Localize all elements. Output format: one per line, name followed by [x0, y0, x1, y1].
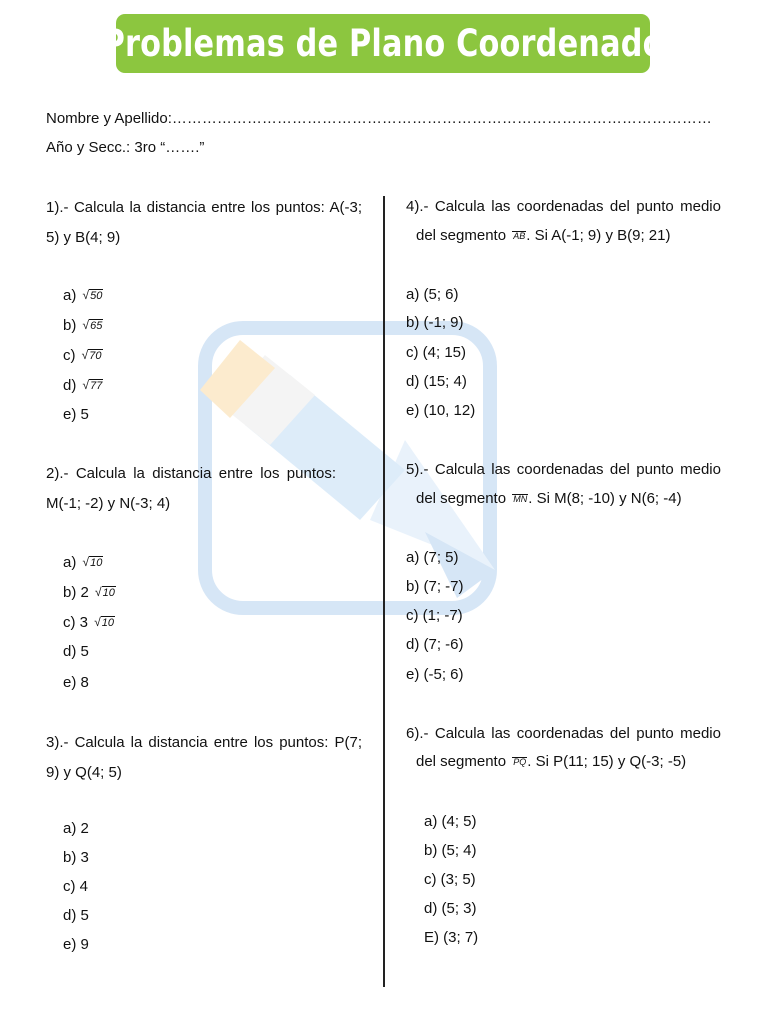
q1-option-c: c) √70 — [63, 347, 102, 364]
q1-option-b: b) √65 — [63, 317, 103, 334]
question-6-line-1: 6).- Calcula las coordenadas del punto medio — [406, 725, 721, 742]
q2-option-c: c) 3 √10 — [63, 614, 115, 631]
sqrt-icon: √10 — [94, 615, 115, 629]
sqrt-icon: √10 — [82, 555, 103, 569]
question-5-line-1: 5).- Calcula las coordenadas del punto medio — [406, 461, 721, 478]
q5-option-c: c) (1; -7) — [406, 607, 463, 624]
q5-option-d: d) (7; -6) — [406, 636, 464, 653]
q2-option-a: a) √10 — [63, 554, 103, 571]
q3-option-b: b) 3 — [63, 849, 89, 866]
question-1-text: 1).- Calcula la distancia entre los puntos: A(-3; 5) y B(4; 9) — [46, 199, 362, 246]
question-4-line-2: del segmento AB. Si A(-1; 9) y B(9; 21) — [416, 227, 671, 244]
question-2 — [46, 459, 336, 519]
q4-option-c: c) (4; 15) — [406, 344, 467, 361]
q2-option-b: b) 2 √10 — [63, 584, 115, 601]
segment-notation: AB — [513, 231, 526, 241]
q1-option-a: a) √50 — [63, 287, 103, 304]
q5-option-a: a) (7; 5) — [406, 549, 459, 566]
q4-option-d: d) (15; 4) — [406, 373, 467, 390]
q5-option-e: e) (-5; 6) — [406, 666, 464, 683]
title-banner — [102, 14, 664, 73]
question-3 — [46, 728, 362, 788]
q3-option-c: c) 4 — [63, 878, 89, 895]
sqrt-icon: √77 — [82, 378, 103, 392]
q2-option-e: e) 8 — [63, 674, 89, 691]
q1-option-e: e) 5 — [63, 406, 89, 423]
q4-option-e: e) (10, 12) — [406, 402, 476, 419]
name-field-line: Nombre y Apellido:……………………………………………………………………………………………… — [46, 110, 712, 127]
q1-option-d: d) √77 — [63, 377, 103, 394]
question-4-line-1: 4).- Calcula las coordenadas del punto medio — [406, 198, 721, 215]
q2-option-d: d) 5 — [63, 643, 89, 660]
sqrt-icon: √70 — [81, 348, 102, 362]
section-field-line: Año y Secc.: 3ro “…….” — [46, 139, 205, 156]
q4-option-a: a) (5; 6) — [406, 286, 459, 303]
column-divider — [383, 196, 385, 987]
question-3-text: 3).- Calcula la distancia entre los puntos: P(7; 9) y Q(4; 5) — [46, 734, 362, 781]
segment-notation: PQ — [513, 757, 527, 767]
q5-option-b: b) (7; -7) — [406, 578, 464, 595]
question-1 — [46, 193, 362, 253]
page-title: Problemas de Plano Coordenado — [102, 22, 664, 65]
question-6-line-2: del segmento PQ. Si P(11; 15) y Q(-3; -5) — [416, 753, 687, 770]
q6-option-e: E) (3; 7) — [424, 929, 479, 946]
q4-option-b: b) (-1; 9) — [406, 314, 464, 331]
q6-option-a: a) (4; 5) — [424, 813, 477, 830]
q3-option-d: d) 5 — [63, 907, 89, 924]
sqrt-icon: √50 — [82, 288, 103, 302]
question-5-line-2: del segmento MN. Si M(8; -10) y N(6; -4) — [416, 490, 682, 507]
segment-notation: MN — [513, 494, 528, 504]
question-2-text: 2).- Calcula la distancia entre los puntos: M(-1; -2) y N(-3; 4) — [46, 465, 336, 512]
q6-option-c: c) (3; 5) — [424, 871, 476, 888]
q3-option-a: a) 2 — [63, 820, 89, 837]
q6-option-b: b) (5; 4) — [424, 842, 477, 859]
sqrt-icon: √10 — [95, 585, 115, 599]
q6-option-d: d) (5; 3) — [424, 900, 477, 917]
q3-option-e: e) 9 — [63, 936, 89, 953]
sqrt-icon: √65 — [82, 318, 103, 332]
